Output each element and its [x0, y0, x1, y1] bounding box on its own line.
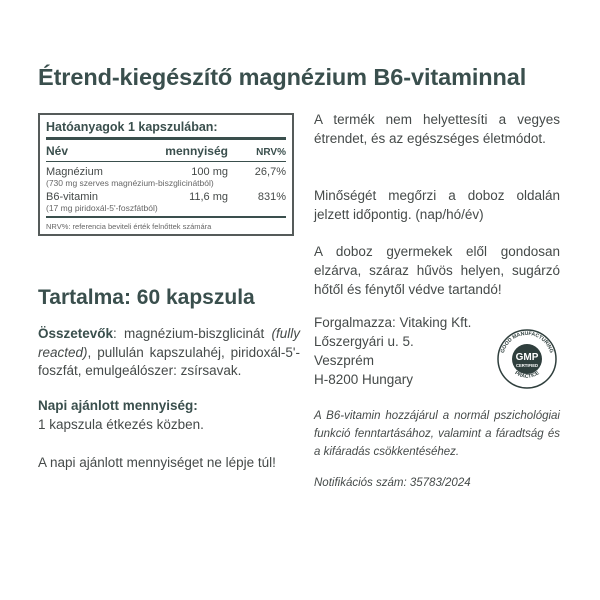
header-nrv: NRV%: [256, 147, 286, 158]
row-amount: 100 mg: [191, 166, 228, 178]
distributor-address: [314, 313, 471, 389]
table-header: [46, 144, 286, 158]
table-title: Hatóanyagok 1 kapszulában:: [46, 120, 218, 134]
ingredients-italic: (fully reacted): [38, 326, 300, 360]
warning-text: A napi ajánlott mennyiséget ne lépje túl!: [38, 455, 276, 470]
row-name: Magnézium: [46, 166, 103, 178]
contents-heading: Tartalma: 60 kapszula: [38, 286, 255, 309]
table-row: [46, 191, 286, 203]
badge-ring-top: GOOD MANUFACTURING: [499, 330, 555, 354]
ingredients-label: Összetevők: [38, 326, 114, 341]
row-nrv: 26,7%: [254, 166, 286, 178]
dosage: [38, 397, 300, 434]
page-title: Étrend-kiegészítő magnézium B6-vitaminnal: [38, 64, 527, 90]
header-amount: mennyiség: [165, 144, 228, 158]
table-footnote: NRV%: referencia beviteli érték felnőttek számára: [46, 222, 212, 231]
dosage-text: 1 kapszula étkezés közben.: [38, 416, 204, 432]
row-note: (730 mg szerves magnézium-biszglicinátból): [46, 178, 214, 188]
health-claim: A B6-vitamin hozzájárul a normál pszichológiai funkció fenntartásához, valamint a fáradtság és a kifáradás csökkentéséhez.: [314, 410, 560, 458]
address-line: H-8200 Hungary: [314, 372, 414, 387]
badge-gmp: GMP: [515, 352, 539, 363]
dosage-label: Napi ajánlott mennyiség:: [38, 398, 198, 413]
badge-ring-bottom: PRACTICE: [513, 370, 541, 380]
row-note: (17 mg piridoxál-5'-foszfátból): [46, 203, 158, 213]
row-nrv: 831%: [257, 191, 286, 203]
info-paragraph-1: A termék nem helyettesíti a vegyes étrendet, és az egészséges életmódot.: [314, 112, 560, 146]
badge-certified: CERTIFIED: [515, 363, 539, 368]
address-line: Forgalmazza: Vitaking Kft.: [314, 315, 472, 330]
notification-number: Notifikációs szám: 35783/2024: [314, 477, 471, 489]
address-line: Veszprém: [314, 353, 375, 368]
storage-paragraph: A doboz gyermekek elől gondosan elzárva, száraz hűvös helyen, sugárzó hőtől és fénytől védve tartandó!: [314, 244, 560, 297]
address-line: Lőszergyári u. 5.: [314, 334, 414, 349]
gmp-certified-badge: [494, 328, 560, 390]
ingredients-text-2: , pullulán kapszulahéj, piridoxál-5'-foszfát, emulgeálószer: zsírsavak.: [38, 344, 300, 378]
row-name: B6-vitamin: [46, 191, 98, 203]
table-row: [46, 166, 286, 178]
nutrition-table: [38, 113, 294, 236]
row-amount: 11,6 mg: [189, 191, 228, 203]
ingredients: [38, 325, 300, 381]
info-paragraph-2: Minőségét megőrzi a doboz oldalán jelzett időpontig. (nap/hó/év): [314, 188, 560, 222]
ingredients-text: : magnézium-biszglicinát: [113, 326, 272, 341]
header-name: Név: [46, 144, 69, 158]
